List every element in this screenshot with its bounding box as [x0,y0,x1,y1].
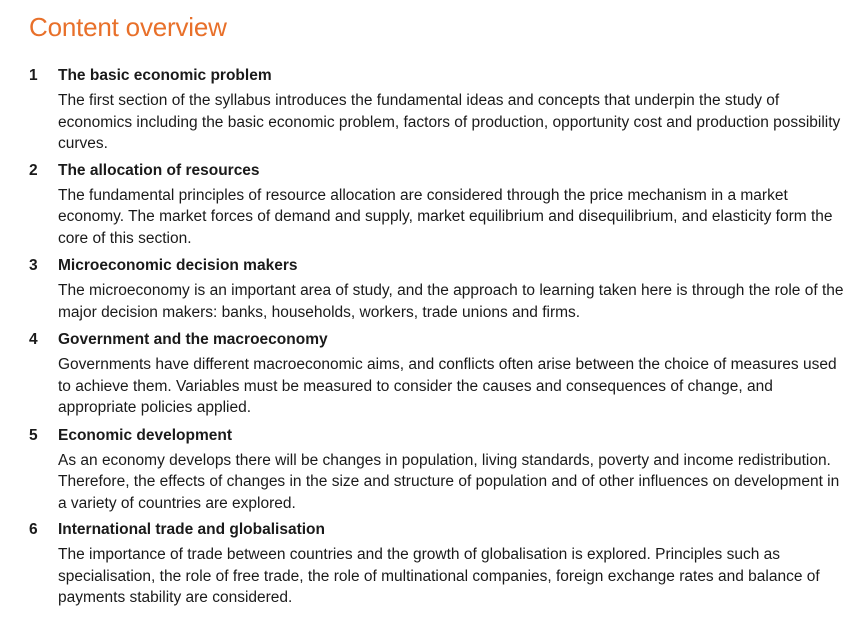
section-title: Government and the macroeconomy [58,331,328,348]
section-description: The fundamental principles of resource allocation are considered through the price mechanism in a market economy. The market forces of demand and supply, market equilibrium and disequilibrium, and elasticity form the core of this section. [58,186,833,247]
section-heading [0,158,865,184]
section-4 [0,327,865,420]
section-title: Microeconomic decision makers [58,257,298,274]
section-1 [0,63,865,156]
section-heading [0,423,865,449]
section-title: The allocation of resources [58,161,260,179]
section-number: 5 [29,426,38,444]
section-6 [0,517,865,610]
section-5 [0,423,865,516]
section-2 [0,158,865,251]
section-number: 2 [29,161,38,179]
section-description: Governments have different macroeconomic aims, and conflicts often arise between the choice of measures used to achieve them. Variables must be measured to consider the causes and consequences of change, and appropriate policies applied. [58,356,837,416]
section-description: The first section of the syllabus introduces the fundamental ideas and concepts that underpin the study of economics including the basic economic problem, factors of production, opportunity cost and production possibility curves. [58,92,841,152]
section-description: As an economy develops there will be changes in population, living standards, poverty and income redistribution. Therefore, the effects of changes in the size and structure of population and of other influences on development in a variety of countries are explored. [58,451,840,512]
section-description: The importance of trade between countries and the growth of globalisation is explored. Principles such as specialisation, the role of free trade, the role of multinational companies, foreign exchange rates and balance of payments stability are considered. [58,546,820,606]
content-sections [0,63,865,610]
section-title: Economic development [58,426,232,444]
section-description: The microeconomy is an important area of study, and the approach to learning taken here is through the role of the major decision makers: banks, households, workers, trade unions and firms. [58,282,844,321]
section-heading [0,517,865,543]
section-heading [0,63,865,89]
section-number: 1 [29,67,38,84]
section-title: International trade and globalisation [58,521,325,538]
section-heading [0,253,865,279]
section-number: 4 [29,331,38,348]
section-number: 6 [29,521,38,538]
section-3 [0,253,865,324]
page-title: Content overview [29,12,227,42]
section-number: 3 [29,257,38,274]
section-title: The basic economic problem [58,67,272,84]
section-heading [0,327,865,353]
